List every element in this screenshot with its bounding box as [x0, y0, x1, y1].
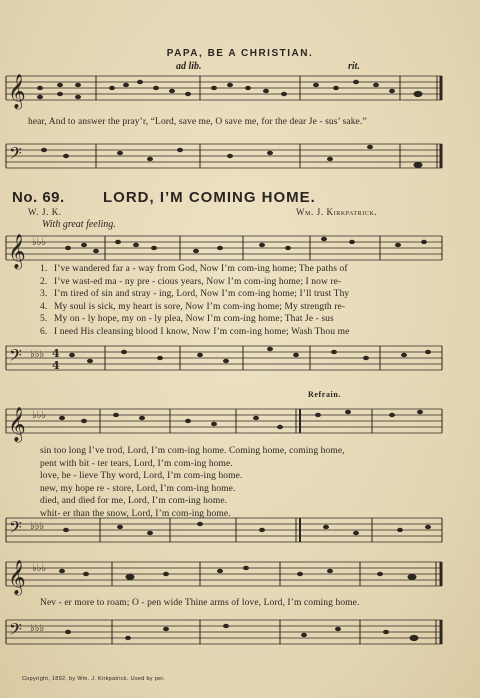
verse-line: new, my hope re - store, Lord, I’m com-ing home.	[40, 483, 236, 494]
verse-number: 1.	[40, 264, 48, 274]
ad-lib-marking: ad lib.	[176, 61, 202, 72]
hymn-bass-staff-3	[0, 614, 480, 654]
verse-text: My on - ly hope, my on - ly plea, Now I’m com-ing home; That Je - sus	[54, 314, 334, 325]
verse-text: I’ve wast-ed ma - ny pre - cious years, Now I’m com-ing home; I now re-	[54, 276, 342, 287]
verse-line: died, and died for me, Lord, I’m com-ing home.	[40, 496, 228, 507]
svg-text:4: 4	[52, 347, 60, 360]
copyright-notice: Copyright, 1892, by Wm. J. Kirkpatrick. Used by per.	[22, 676, 166, 682]
hymn-number: No. 69.	[12, 189, 65, 206]
verse-line	[40, 313, 349, 326]
hymn-title: LORD, I’M COMING HOME.	[103, 189, 316, 206]
treble-clef-icon: 𝄞	[8, 407, 26, 442]
treble-clef-icon: 𝄞	[8, 560, 26, 595]
svg-text:♭♭♭: ♭♭♭	[30, 349, 45, 360]
previous-song-title: PAPA, BE A CHRISTIAN.	[166, 48, 314, 59]
verse-text: I’m tired of sin and stray - ing, Lord, Now I’m com-ing home; I’ll trust Thy	[54, 289, 350, 300]
treble-clef-icon: 𝄞	[8, 74, 26, 109]
verse-text: I need His cleansing blood I know, Now I’m com-ing home; Wash Thou me	[54, 326, 350, 337]
previous-song-bass-staff	[0, 138, 480, 178]
bass-clef-icon: 𝄢	[9, 517, 22, 541]
verses-block-2	[40, 445, 345, 521]
verse-text: My soul is sick, my heart is sore, Now I’m com-ing home; My strength re-	[54, 301, 346, 312]
rit-marking: rit.	[348, 61, 360, 72]
tempo-marking: With great feeling.	[42, 219, 116, 230]
verse-number: 2.	[40, 276, 48, 287]
svg-text:♭♭♭: ♭♭♭	[32, 410, 47, 421]
verse-line	[40, 288, 349, 301]
svg-text:♭♭♭: ♭♭♭	[32, 563, 47, 574]
hymn-bass-staff-2	[0, 512, 480, 552]
svg-text:♭♭♭: ♭♭♭	[32, 237, 47, 248]
previous-song-lyric: hear, And to answer the pray’r, “Lord, save me, O save me, for the dear Je - sus’ sake.”	[28, 117, 367, 127]
verse-number: 5.	[40, 314, 48, 325]
verse-line	[40, 263, 349, 276]
verse-line: love, be - lieve Thy word, Lord, I’m com-ing home.	[40, 471, 243, 482]
previous-song-treble-staff	[0, 70, 480, 110]
verse-number: 3.	[40, 289, 48, 300]
verse-line: sin too long I’ve trod, Lord, I’m com-ing home. Coming home, coming home,	[40, 446, 345, 456]
verse-line	[40, 326, 349, 339]
composer-credit: Wm. J. Kirkpatrick.	[296, 207, 378, 217]
refrain-label: Refrain.	[308, 390, 342, 399]
hymn-bass-staff-1	[0, 340, 480, 380]
verses-block-1	[40, 263, 349, 339]
notes	[37, 80, 422, 99]
bass-clef-icon: 𝄢	[9, 345, 22, 369]
verse-line: pent with bit - ter tears, Lord, I’m com-ing home.	[40, 458, 233, 469]
refrain-lyric: Nev - er more to roam; O - pen wide Thine arms of love, Lord, I’m coming home.	[40, 598, 360, 608]
bass-clef-icon: 𝄢	[9, 619, 22, 643]
hymn-treble-staff-2	[0, 403, 480, 443]
verse-line	[40, 276, 349, 289]
svg-text:4: 4	[52, 359, 60, 372]
verse-number: 6.	[40, 326, 48, 337]
svg-text:♭♭♭: ♭♭♭	[30, 521, 45, 532]
treble-clef-icon: 𝄞	[8, 234, 26, 269]
verse-line: whit- er than the snow, Lord, I’m com-ing home.	[40, 508, 231, 519]
svg-text:♭♭♭: ♭♭♭	[30, 623, 45, 634]
hymn-treble-staff-3	[0, 556, 480, 596]
author-credit: W. J. K.	[28, 207, 62, 217]
verse-number: 4.	[40, 301, 48, 312]
verse-text: I’ve wandered far a - way from God, Now I’m com-ing home; The paths of	[54, 264, 348, 274]
bass-clef-icon: 𝄢	[9, 143, 22, 167]
verse-line	[40, 301, 349, 314]
